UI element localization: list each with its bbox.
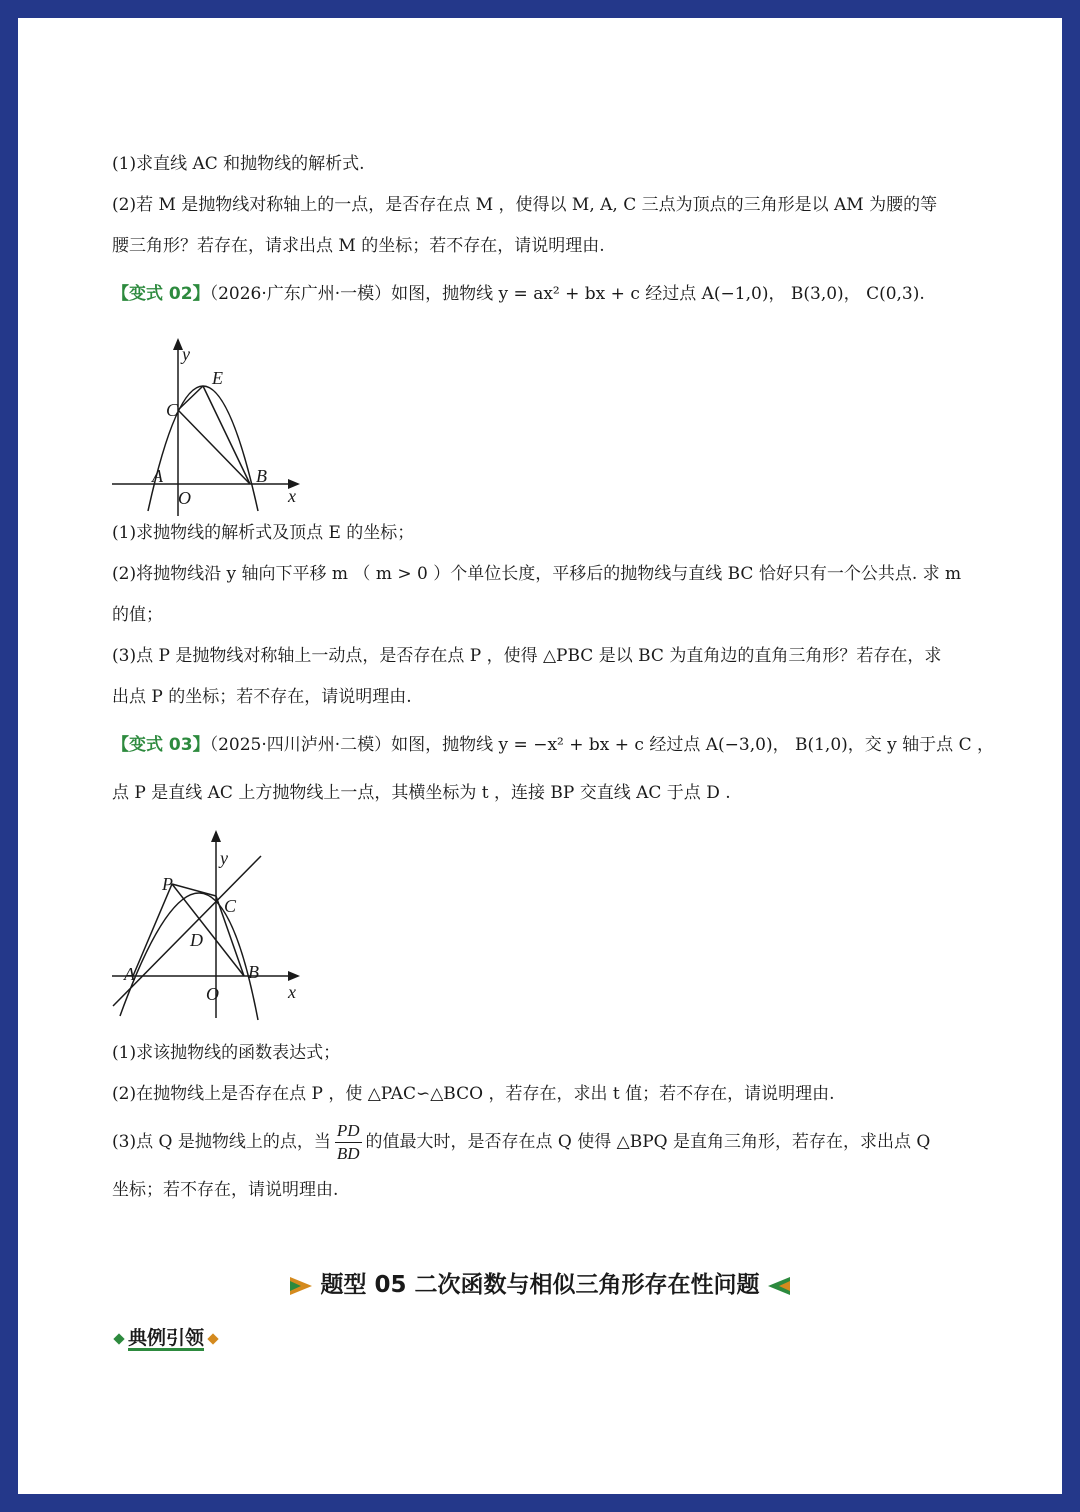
fraction-numerator: PD (335, 1120, 362, 1143)
variant03-q3-line2: 坐标；若不存在，请说明理由. (112, 1180, 339, 1200)
label-o: O (178, 488, 191, 508)
problem1-q2-line2: 腰三角形？若存在，请求出点 M 的坐标；若不存在，请说明理由. (112, 236, 605, 256)
variant03-header-line1 (112, 733, 994, 757)
label-a: A (124, 964, 135, 984)
label-o: O (206, 984, 219, 1004)
label-x: x (288, 486, 296, 506)
variant02-q2-line1: (2)将抛物线沿 y 轴向下平移 m （ m > 0 ）个单位长度，平移后的抛物线与直线 BC 恰好只有一个公共点. 求 m (112, 564, 962, 584)
variant02-tag: 【变式 02】 (112, 284, 210, 304)
subheading-text: 典例引领 (128, 1327, 205, 1349)
label-b: B (256, 466, 267, 486)
diamond-icon (207, 1333, 218, 1344)
variant03-q3-line1 (112, 1118, 930, 1166)
document-page (18, 18, 1062, 1494)
segment-cb (178, 410, 250, 484)
problem1-q1: (1)求直线 AC 和抛物线的解析式. (112, 154, 365, 174)
diamond-icon (113, 1333, 124, 1344)
label-p: P (162, 874, 173, 894)
arrow-right-icon (290, 1277, 312, 1295)
variant03-q1: (1)求该抛物线的函数表达式； (112, 1043, 341, 1063)
label-y: y (182, 344, 190, 364)
label-e: E (212, 368, 223, 388)
variant02-q3-line1: (3)点 P 是抛物线对称轴上一动点，是否存在点 P ，使得 △PBC 是以 BC 为直角边的直角三角形？若存在，求 (112, 646, 942, 666)
variant03-tag: 【变式 03】 (112, 735, 210, 755)
fraction-denominator: BD (336, 1144, 360, 1163)
line-ac (113, 856, 261, 1006)
section-title (18, 1266, 1062, 1299)
pd-bd-fraction (335, 1120, 362, 1165)
variant03-figure (108, 828, 308, 1023)
variant03-q3-post: 的值最大时，是否存在点 Q 使得 △BPQ 是直角三角形，若存在，求出点 Q (365, 1132, 931, 1152)
label-b: B (248, 962, 259, 982)
variant03-header-line2: 点 P 是直线 AC 上方抛物线上一点，其横坐标为 t ，连接 BP 交直线 AC 于点 D . (112, 783, 731, 803)
section-title-text: 题型 05 二次函数与相似三角形存在性问题 (320, 1272, 760, 1298)
segment-eb (203, 386, 250, 484)
label-c: C (165, 400, 178, 420)
variant02-q3-line2: 出点 P 的坐标；若不存在，请说明理由. (112, 687, 412, 707)
label-x: x (288, 982, 296, 1002)
variant03-q3-pre: (3)点 Q 是抛物线上的点，当 (112, 1132, 331, 1152)
arrow-left-icon (768, 1277, 790, 1295)
subheading (110, 1323, 222, 1350)
x-axis-arrow (288, 971, 300, 981)
label-a: A (152, 466, 163, 486)
variant02-q1: (1)求抛物线的解析式及顶点 E 的坐标； (112, 523, 415, 543)
variant02-q2-line2: 的值； (112, 605, 163, 625)
variant03-q2: (2)在抛物线上是否存在点 P ，使 △PAC∽△BCO ，若存在，求出 t 值；若不存在，请说明理由. (112, 1084, 835, 1104)
parabola (148, 386, 258, 511)
variant02-header-line (112, 282, 925, 306)
variant03-header: （2025·四川泸州·二模）如图，抛物线 y = −x² + bx + c 经过点 A(−3,0)， B(1,0)，交 y 轴于点 C ， (209, 735, 995, 755)
problem1-q2-line1: (2)若 M 是抛物线对称轴上的一点，是否存在点 M ，使得以 M, A, C 三点为顶点的三角形是以 AM 为腰的等 (112, 195, 938, 215)
label-c: C (224, 896, 237, 916)
segment-pa (133, 884, 172, 976)
variant02-figure (108, 336, 308, 521)
segment-ce (178, 386, 203, 410)
label-d: D (190, 930, 203, 950)
label-y: y (220, 848, 228, 868)
variant02-header: （2026·广东广州·一模）如图，抛物线 y = ax² + bx + c 经过点 A(−1,0)， B(3,0)， C(0,3). (209, 284, 925, 304)
y-axis-arrow (211, 830, 221, 842)
